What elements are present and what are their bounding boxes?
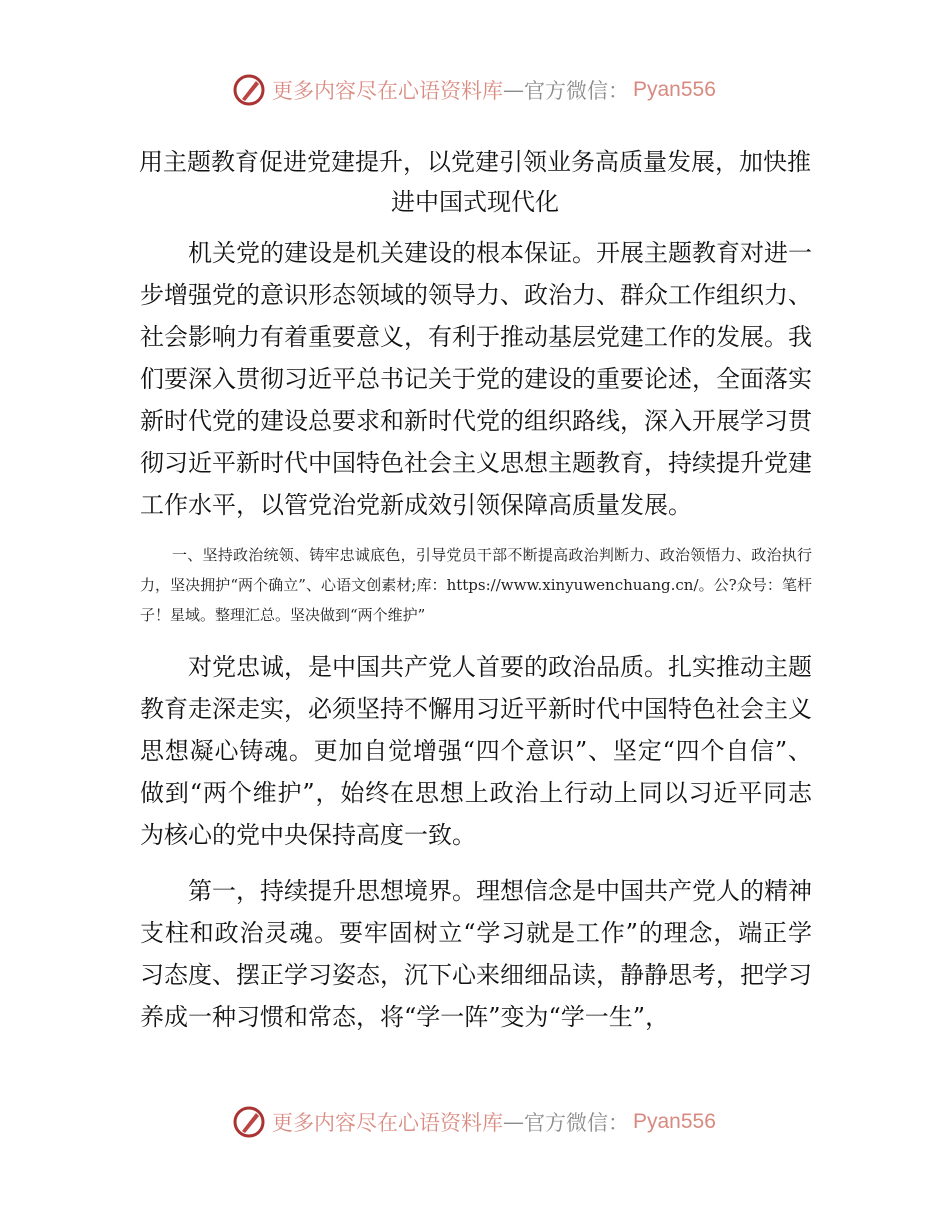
paragraph-first-point: 第一，持续提升思想境界。理想信念是中国共产党人的精神支柱和政治灵魂。要牢固树立“学习就是工作”的理念，端正学习态度、摆正学习姿态，沉下心来细细品读，静静思考，把学习养成一种习惯和常态，将“学一阵”变为“学一生”， [140,877,812,1031]
document-body [140,232,812,1052]
paragraph-intro: 机关党的建设是机关建设的根本保证。开展主题教育对进一步增强党的意识形态领域的领导力、政治力、群众工作组织力、社会影响力有着重要意义，有利于推动基层党建工作的发展。我们要深入贯彻习近平总书记关于党的建设的重要论述，全面落实新时代党的建设总要求和新时代党的组织路线，深入开展学习贯彻习近平新时代中国特色社会主义思想主题教育，持续提升党建工作水平，以管党治党新成效引领保障高质量发展。 [140,239,812,519]
document-title: 用主题教育促进党建提升，以党建引领业务高质量发展，加快推进中国式现代化 [139,148,811,216]
paragraph-loyalty: 对党忠诚，是中国共产党人首要的政治品质。扎实推动主题教育走深走实，必须坚持不懈用习近平新时代中国特色社会主义思想凝心铸魂。更加自觉增强“四个意识”、坚定“四个自信”、做到“两个维护”，始终在思想上政治上行动上同以习近平同志为核心的党中央保持高度一致。 [140,653,812,849]
pen-logo-icon [232,73,266,107]
header-watermark-banner [232,70,732,110]
banner-dash: — [503,78,524,102]
banner-text: 更多内容尽在心语资料库 [272,79,503,103]
pen-logo-icon [232,1105,266,1139]
banner-wechat-id: Pyan556 [633,1110,716,1133]
banner-dash: — [503,1110,524,1134]
section-heading-1: 一、坚持政治统领、铸牢忠诚底色，引导党员干部不断提高政治判断力、政治领悟力、政治执行力，坚决拥护“两个确立”、心语文创素材;库：https://www.xinyuwenchuang.cn/。公?众号：笔杆子！星域。整理汇总。坚决做到“两个维护” [140,546,812,624]
banner-wechat-label: 官方微信： [524,1111,629,1135]
banner-text: 更多内容尽在心语资料库 [272,1111,503,1135]
footer-watermark-banner [232,1102,732,1142]
banner-wechat-id: Pyan556 [633,78,716,101]
banner-wechat-label: 官方微信： [524,79,629,103]
